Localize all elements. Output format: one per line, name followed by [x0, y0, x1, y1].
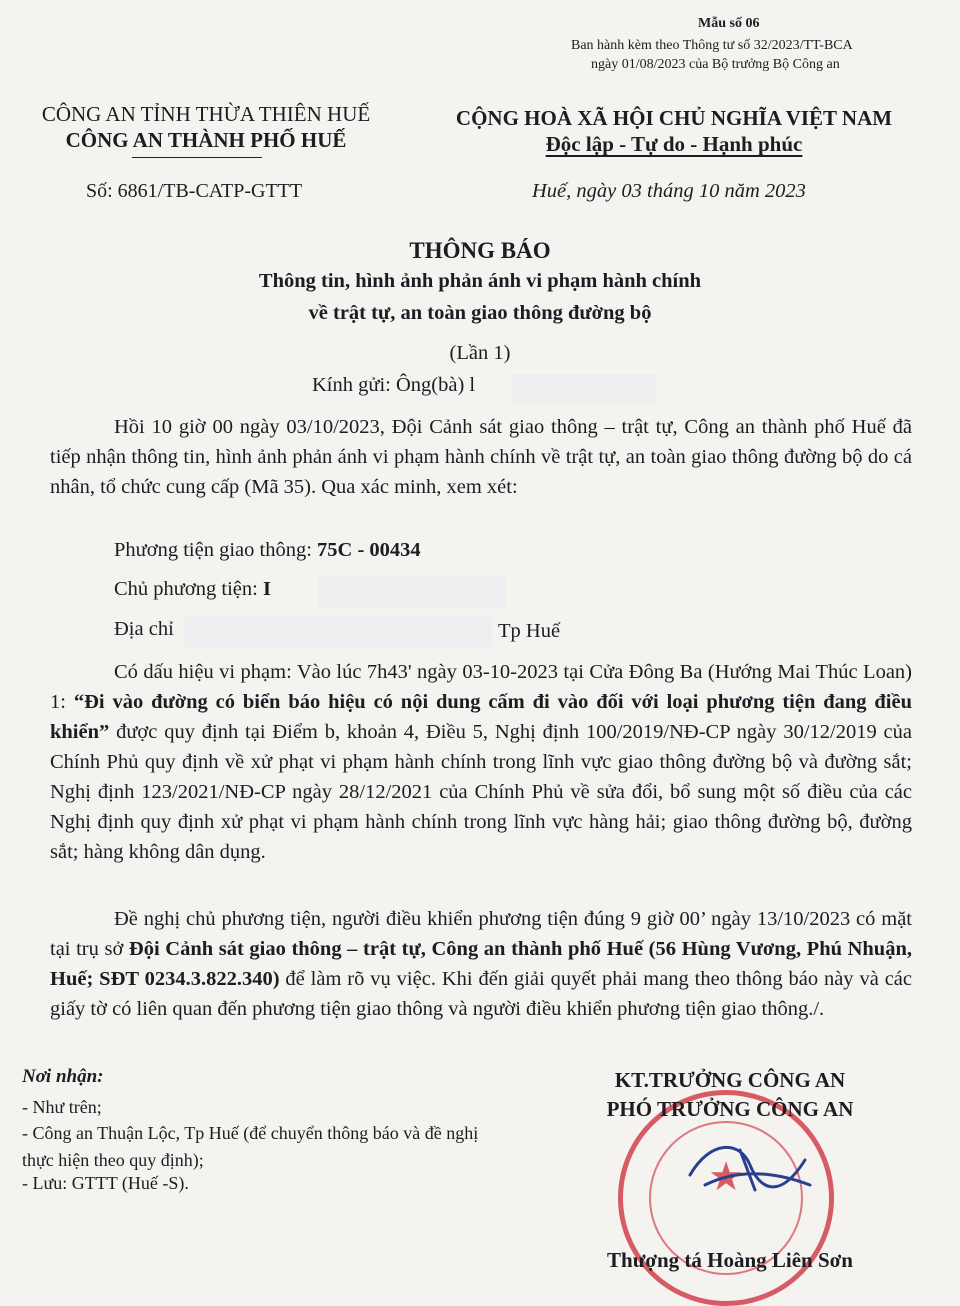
violation-paragraph-block	[50, 657, 912, 867]
intro-paragraph-block	[50, 412, 912, 502]
request-instructions: để làm rõ vụ việc. Khi đến giải quyết phải mang theo thông báo này và các giấy tờ có liên quan đến phương tiện giao thông và người điều khiển phương tiện giao thông./.	[50, 968, 912, 1020]
notice-subtitle-1: Thông tin, hình ảnh phản ánh vi phạm hành chính	[258, 270, 702, 292]
nation-motto: Độc lập - Tự do - Hạnh phúc	[545, 132, 803, 156]
address-redaction	[184, 616, 492, 648]
owner-label: Chủ phương tiện:	[114, 578, 263, 600]
violation-intro: Có dấu hiệu vi phạm: Vào lúc 7h43' ngày 03-10-2023 tại Cửa Đông Ba (Hướng Mai Thúc Loan) 1:	[50, 661, 912, 713]
recipient-label: Kính gửi: Ông(bà) l	[312, 374, 476, 396]
owner-line	[114, 578, 271, 601]
intro-paragraph: Hồi 10 giờ 00 ngày 03/10/2023, Đội Cảnh sát giao thông – trật tự, Công an thành phố Huế đã tiếp nhận thông tin, hình ảnh phản ánh vi phạm hành chính về trật tự, an toàn giao thông đường bộ do cá nhân, tổ chức cung cấp (Mã 35). Qua xác minh, xem xét:	[50, 416, 912, 498]
notice-subtitle-2: về trật tự, an toàn giao thông đường bộ	[308, 302, 652, 324]
form-issued-line2: ngày 01/08/2023 của Bộ trưởng Bộ Công an	[591, 57, 840, 72]
signature-mark	[680, 1130, 820, 1210]
violation-paragraph	[50, 657, 912, 867]
place-date: Huế, ngày 03 tháng 10 năm 2023	[532, 180, 806, 202]
agency-line2: CÔNG AN THÀNH PHỐ HUẾ	[65, 128, 347, 152]
agency-line1: CÔNG AN TỈNH THỪA THIÊN HUẾ	[41, 102, 371, 126]
agency-underline	[132, 157, 262, 158]
request-office: Đội Cảnh sát giao thông – trật tự, Công an thành phố Huế (56 Hùng Vương, Phú Nhuận, Huế; SĐT 0234.3.822.340)	[50, 938, 912, 990]
nation-line1: CỘNG HOÀ XÃ HỘI CHỦ NGHĨA VIỆT NAM	[455, 106, 893, 130]
notice-round: (Lần 1)	[449, 342, 511, 364]
notice-title: THÔNG BÁO	[409, 238, 551, 263]
receivers-item-3: - Lưu: GTTT (Huế -S).	[22, 1173, 189, 1193]
recipient-redaction	[512, 374, 656, 404]
form-number: Mẫu số 06	[698, 16, 760, 31]
document-number: Số: 6861/TB-CATP-GTTT	[86, 180, 303, 202]
receivers-item-1: - Như trên;	[22, 1097, 102, 1117]
receivers-title: Nơi nhận:	[22, 1066, 104, 1087]
vehicle-plate: 75C - 00434	[317, 539, 421, 561]
violation-description: “Đi vào đường có biển báo hiệu có nội dung cấm đi vào đối với loại phương tiện đang điều khiển”	[50, 691, 912, 743]
vehicle-label: Phương tiện giao thông:	[114, 539, 318, 561]
signer-title-1: KT.TRƯỞNG CÔNG AN	[614, 1068, 846, 1092]
violation-legal-basis: được quy định tại Điểm b, khoản 4, Điều 5, Nghị định 100/2019/NĐ-CP ngày 30/12/2019 của Chính Phủ quy định về xử phạt vi phạm hành chính trong lĩnh vực giao thông đường bộ và đường sắt; Nghị định 123/2021/NĐ-CP ngày 28/12/2021 của Chính Phủ về sửa đổi, bổ sung một số điều của các Nghị định quy định xử phạt vi phạm hành chính trong lĩnh vực hàng hải; giao thông đường bộ, đường sắt; hàng không dân dụng.	[50, 721, 912, 863]
receivers-item-2: - Công an Thuận Lộc, Tp Huế (để chuyển thông báo và đề nghị thực hiện theo quy định);	[22, 1123, 479, 1170]
vehicle-line	[114, 539, 421, 562]
address-city: Tp Huế	[498, 620, 561, 642]
owner-redaction	[318, 576, 506, 608]
signer-name: Thượng tá Hoàng Liên Sơn	[607, 1248, 853, 1272]
request-paragraph	[50, 904, 912, 1024]
seal-star-icon: ★	[708, 1154, 744, 1199]
form-issued-line1: Ban hành kèm theo Thông tư số 32/2023/TT-BCA	[571, 38, 853, 53]
address-label: Địa chỉ	[114, 618, 174, 640]
request-paragraph-block	[50, 904, 912, 1024]
signer-title-2: PHÓ TRƯỞNG CÔNG AN	[606, 1097, 854, 1121]
owner-initial: I	[262, 578, 271, 600]
request-intro: Đề nghị chủ phương tiện, người điều khiển phương tiện đúng 9 giờ 00’ ngày 13/10/2023 có mặt tại trụ sở	[50, 908, 912, 960]
